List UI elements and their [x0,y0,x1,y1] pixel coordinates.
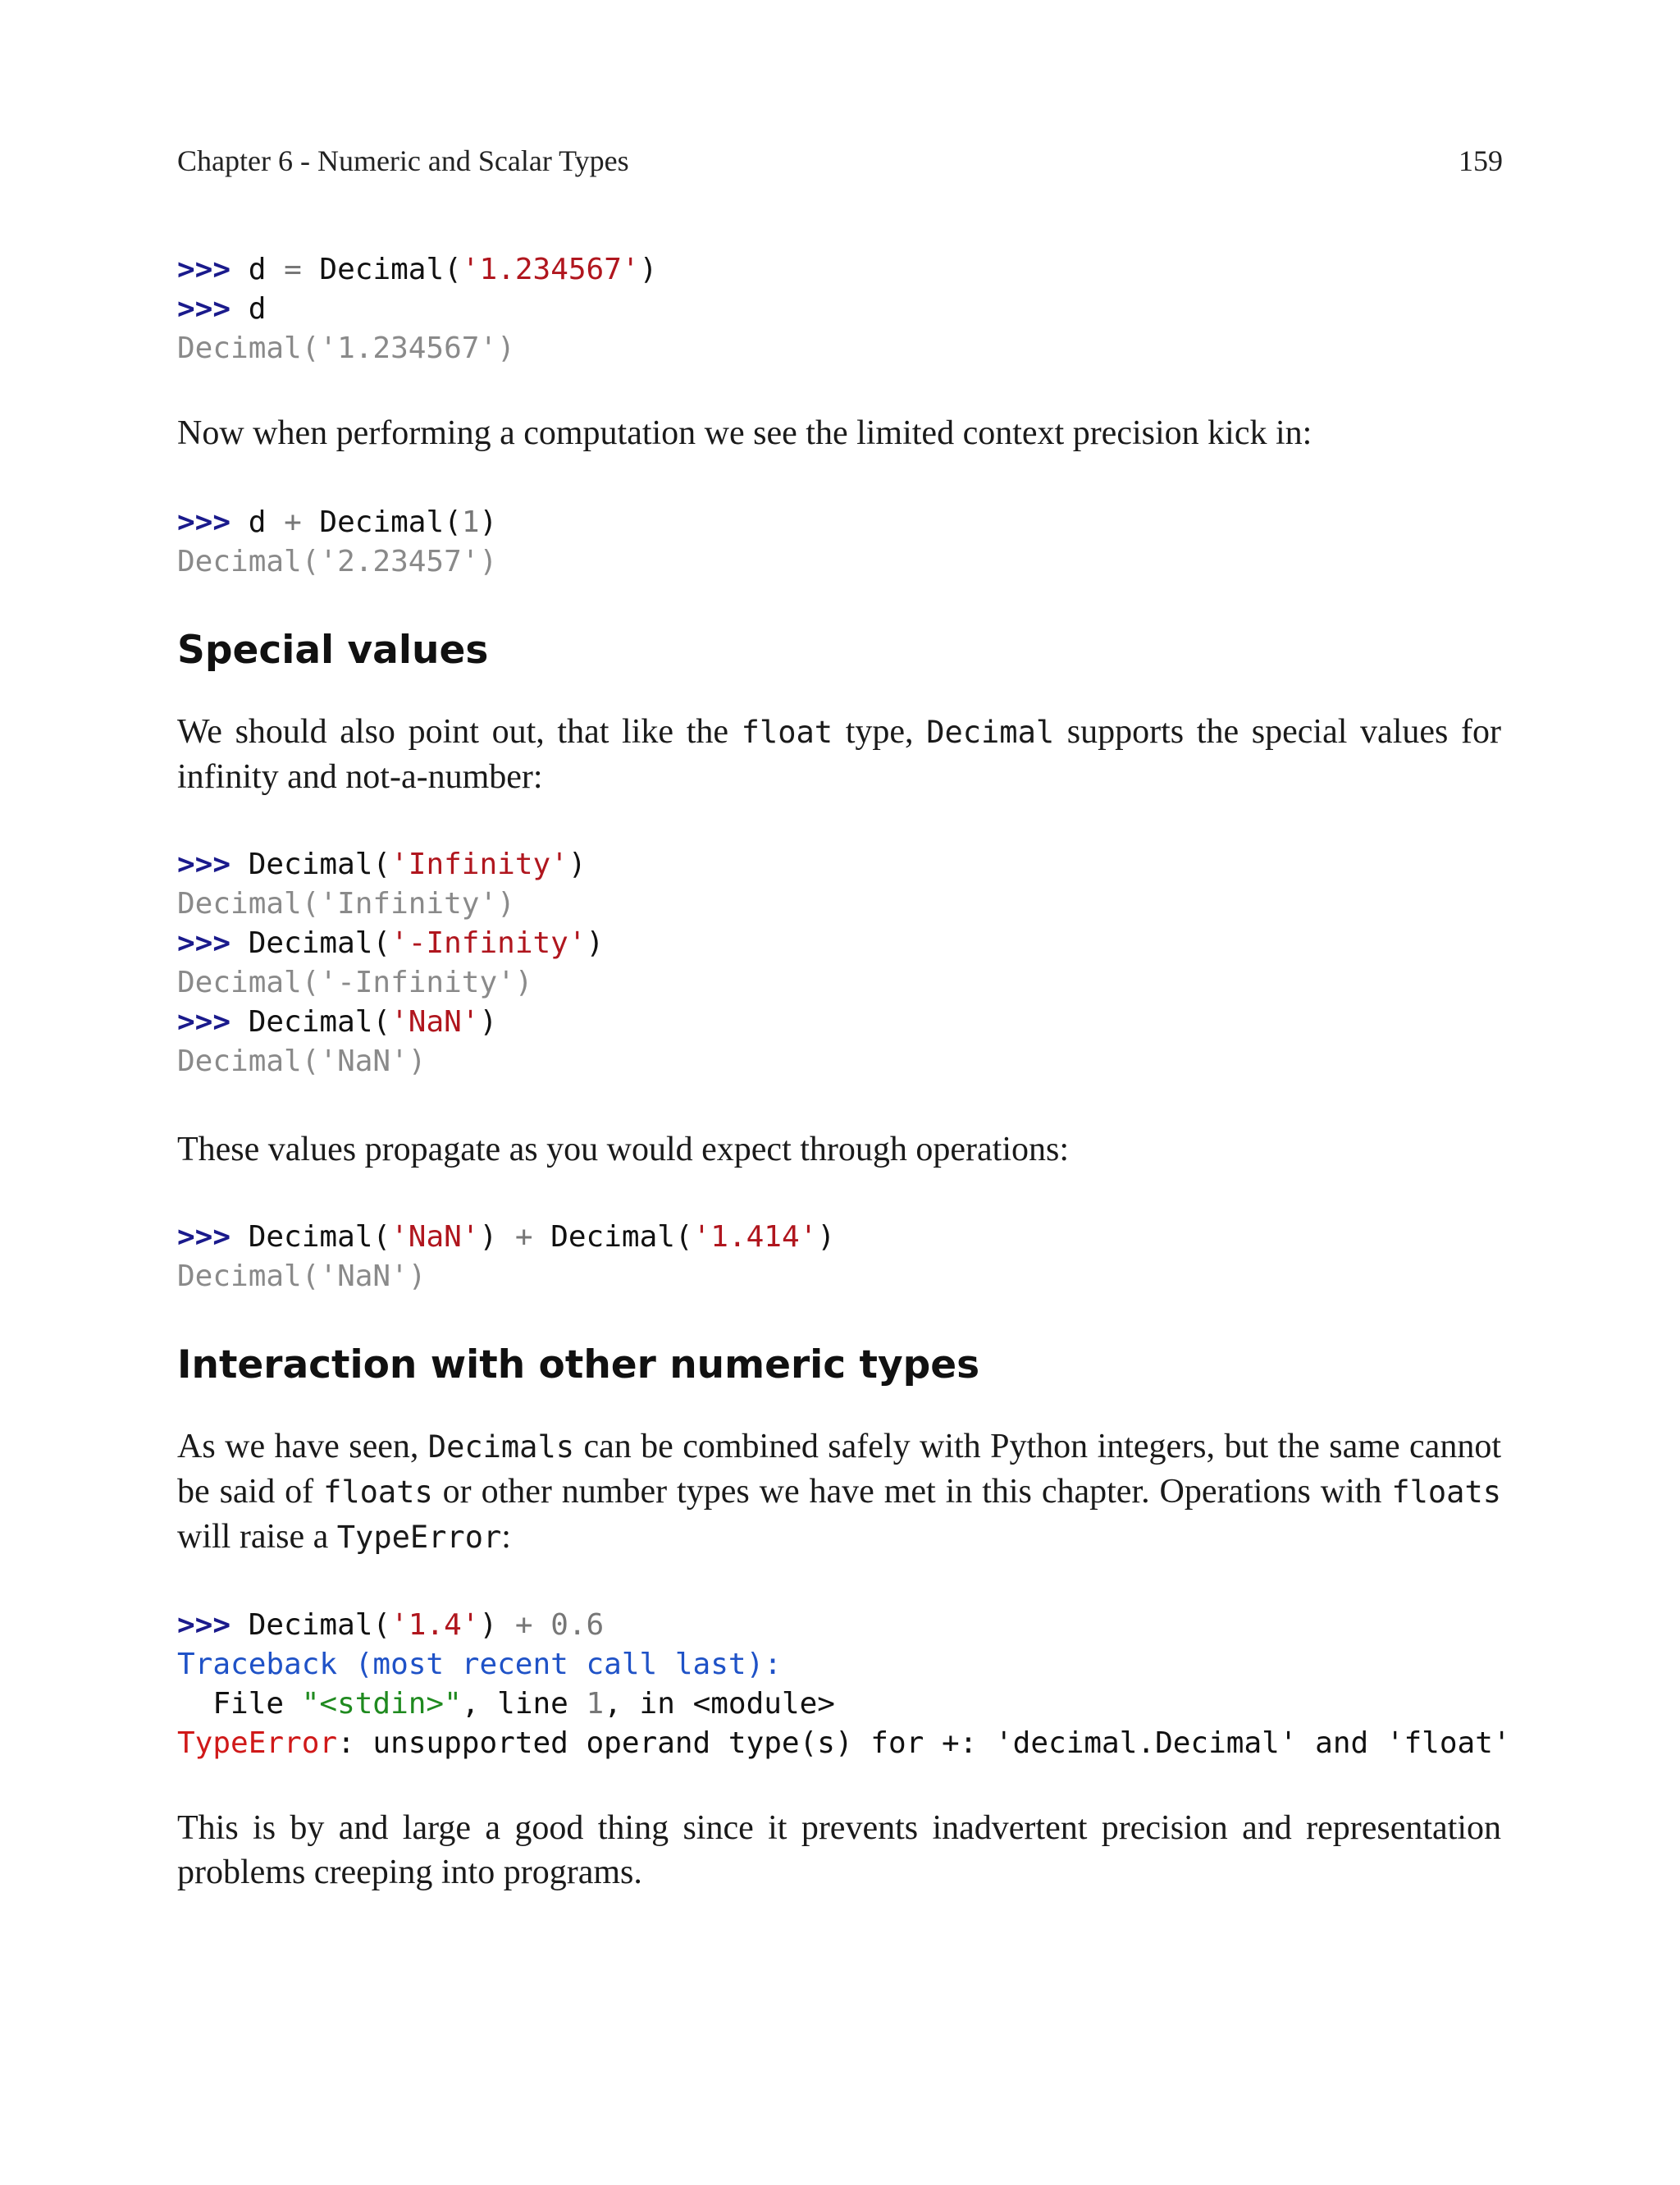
paragraph-text: We should also point out, that like the [177,713,742,751]
error-message: : unsupported operand type(s) for +: 'decimal.Decimal' and 'float' [337,1726,1511,1760]
inline-code: Decimals [427,1429,575,1465]
code-block [177,1218,1501,1296]
code-text: , in <module> [604,1687,835,1721]
code-text: ) [479,1608,515,1642]
code-output: Decimal('NaN') [177,1259,427,1293]
code-number: 1 [461,505,480,539]
code-text: , line [461,1687,587,1721]
code-number: 1 [586,1687,605,1721]
code-string: 'Infinity' [390,848,568,881]
code-text: Decimal( [301,253,462,286]
code-operator: + [514,1220,533,1254]
repl-prompt: >>> [177,253,231,286]
code-operator: + [284,505,302,539]
inline-code: Decimal [926,715,1055,750]
code-string: 'NaN' [390,1005,480,1039]
code-text: Decimal( [231,1005,391,1039]
paragraph-text: will raise a [177,1518,337,1556]
code-text: Decimal( [231,848,391,881]
code-text: ) [586,926,605,960]
code-string: 'NaN' [390,1220,480,1254]
running-header-chapter: Chapter 6 - Numeric and Scalar Types [177,144,629,177]
code-text: Decimal( [532,1220,693,1254]
paragraph: Now when performing a computation we see the limited context precision kick in: [177,414,1312,452]
paragraph-text: : [501,1518,511,1556]
paragraph-text: can be combined safely with Python integers, but the same cannot be said of [177,1428,1501,1511]
section-heading: Interaction with other numeric types [177,1342,980,1387]
repl-prompt: >>> [177,1220,231,1254]
code-block [177,250,1501,368]
code-text: ) [479,505,498,539]
code-filename: "<stdin>" [301,1687,462,1721]
code-string: '1.4' [390,1608,480,1642]
paragraph-text: or other number types we have met in this chapter. Operations with [432,1473,1392,1511]
paragraph [177,1424,1501,1560]
repl-prompt: >>> [177,1608,231,1642]
paragraph [177,710,1501,799]
code-operator: + 0.6 [514,1608,605,1642]
traceback-header: Traceback (most recent call last): [177,1648,782,1681]
inline-code: floats [323,1474,433,1510]
code-text: d [231,505,285,539]
paragraph: This is by and large a good thing since it prevents inadvertent precision and representation problems creeping into programs. [177,1809,1501,1891]
repl-prompt: >>> [177,505,231,539]
code-string: '1.234567' [461,253,640,286]
code-text: Decimal( [231,1220,391,1254]
repl-prompt: >>> [177,292,231,326]
inline-code: float [741,715,833,750]
paragraph: These values propagate as you would expect through operations: [177,1131,1070,1168]
code-text: ) [479,1220,515,1254]
repl-prompt: >>> [177,1005,231,1039]
code-text: d [231,253,285,286]
code-text: Decimal( [301,505,462,539]
code-string: '-Infinity' [390,926,587,960]
code-output: Decimal('Infinity') [177,887,515,921]
code-text: d [231,292,267,326]
code-output: Decimal('1.234567') [177,331,515,365]
code-output: Decimal('2.23457') [177,545,498,578]
code-output: Decimal('-Infinity') [177,966,533,999]
page-number: 159 [1459,144,1503,177]
repl-prompt: >>> [177,848,231,881]
code-output: Decimal('NaN') [177,1045,427,1078]
code-block [177,1606,1511,1763]
repl-prompt: >>> [177,926,231,960]
code-text: File [177,1687,302,1721]
code-operator: = [284,253,302,286]
code-text: Decimal( [231,1608,391,1642]
code-text: ) [817,1220,836,1254]
code-block [177,845,1501,1081]
paragraph-text: supports the special values for infinity and not-a-number: [177,713,1501,796]
code-block [177,503,1501,582]
code-string: '1.414' [692,1220,818,1254]
error-type: TypeError [177,1726,338,1760]
paragraph-text: As we have seen, [177,1428,428,1465]
paragraph-text: type, [833,713,927,751]
code-text: ) [479,1005,498,1039]
inline-code: floats [1391,1474,1501,1510]
page-content [177,250,1511,1895]
inline-code: TypeError [336,1520,502,1555]
code-text: Decimal( [231,926,391,960]
section-heading: Special values [177,628,489,673]
code-text: ) [568,848,587,881]
code-text: ) [639,253,658,286]
